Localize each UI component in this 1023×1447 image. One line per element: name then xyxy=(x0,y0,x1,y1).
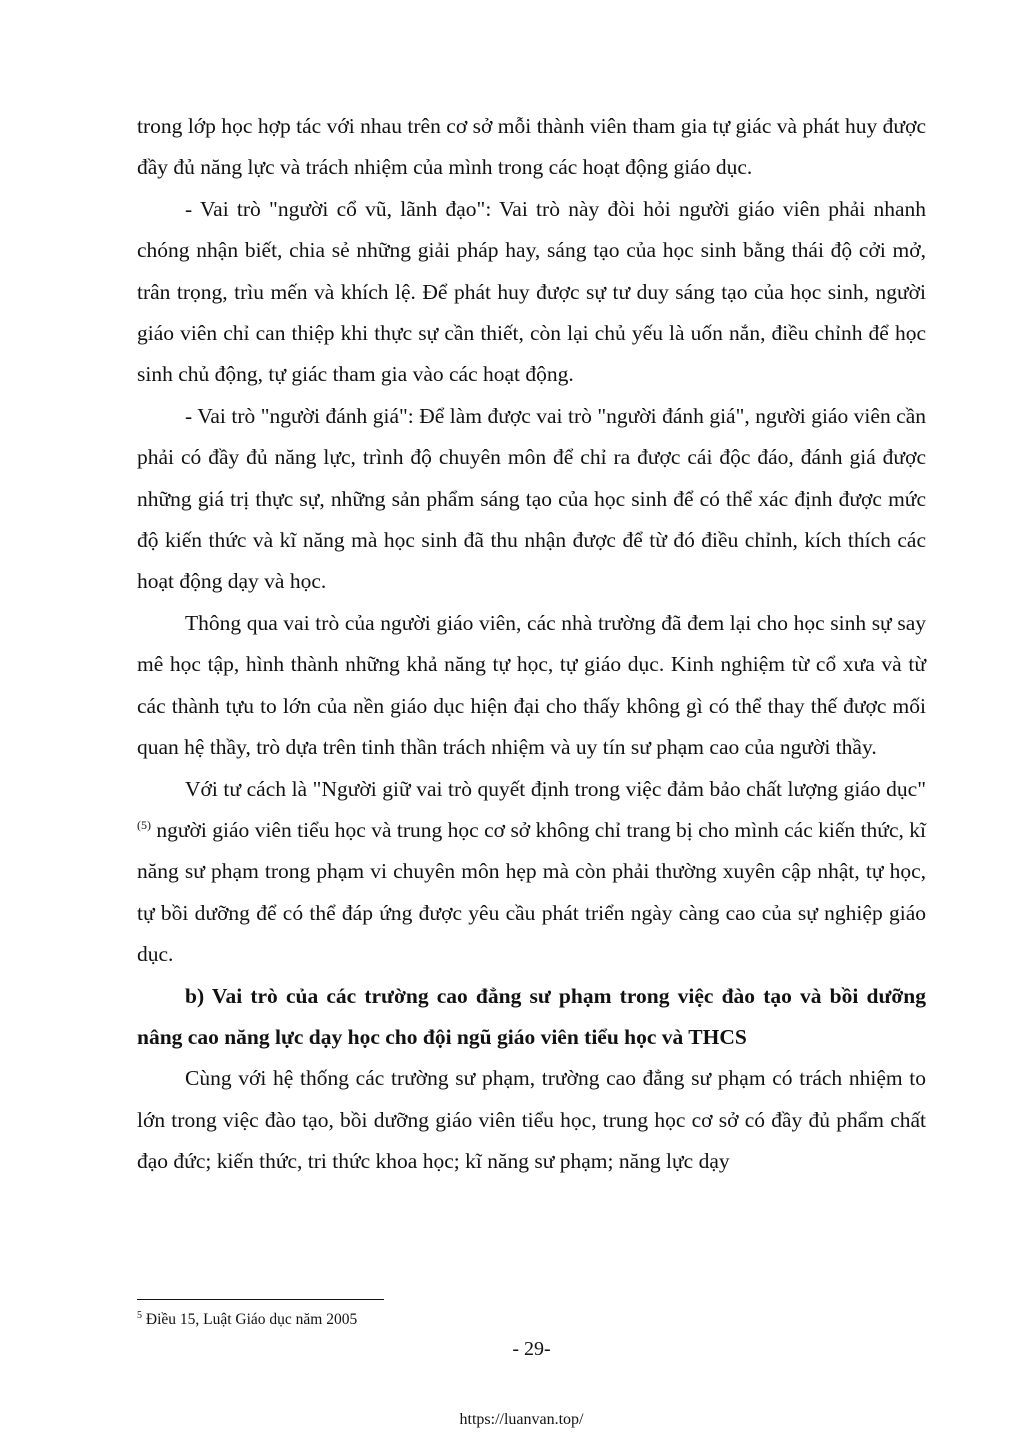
paragraph-6: Cùng với hệ thống các trường sư phạm, trường cao đẳng sư phạm có trách nhiệm to lớn trong việc đào tạo, bồi dưỡng giáo viên tiểu học, trung học cơ sở có đầy đủ phẩm chất đạo đức; kiến thức, tri thức khoa học; kĩ năng sư phạm; năng lực dạy xyxy=(137,1066,926,1174)
document-body xyxy=(137,106,926,1183)
page-number: - 29- xyxy=(512,1338,551,1360)
section-heading-b: b) Vai trò của các trường cao đẳng sư phạm trong việc đào tạo và bồi dưỡng nâng cao năng lực dạy học cho đội ngũ giáo viên tiểu học và THCS xyxy=(137,983,926,1049)
footnote xyxy=(137,1310,357,1330)
source-url[interactable]: https://luanvan.top/ xyxy=(459,1411,584,1428)
footnote-separator xyxy=(137,1299,384,1300)
paragraph-1: trong lớp học hợp tác với nhau trên cơ sở mỗi thành viên tham gia tự giác và phát huy được đầy đủ năng lực và trách nhiệm của mình trong các hoạt động giáo dục. xyxy=(137,114,926,180)
paragraph-2: - Vai trò "người cổ vũ, lãnh đạo": Vai trò này đòi hỏi người giáo viên phải nhanh chóng nhận biết, chia sẻ những giải pháp hay, sáng tạo của học sinh bằng thái độ cởi mở, trân trọng, trìu mến và khích lệ. Để phát huy được sự tư duy sáng tạo của học sinh, người giáo viên chỉ can thiệp khi thực sự cần thiết, còn lại chủ yếu là uốn nắn, điều chỉnh để học sinh chủ động, tự giác tham gia vào các hoạt động. xyxy=(137,196,926,387)
paragraph-3: - Vai trò "người đánh giá": Để làm được vai trò "người đánh giá", người giáo viên cần phải có đầy đủ năng lực, trình độ chuyên môn để chỉ ra được cái độc đáo, đánh giá được những giá trị thực sự, những sản phẩm sáng tạo của học sinh để có thể xác định được mức độ kiến thức và kĩ năng mà học sinh đã thu nhận được để từ đó điều chỉnh, kích thích các hoạt động dạy và học. xyxy=(137,403,926,594)
paragraph-5 xyxy=(137,769,926,976)
paragraph-5-text-start: Với tư cách là "Người giữ vai trò quyết định trong việc đảm bảo chất lượng giáo dục" xyxy=(185,776,926,801)
footnote-marker: 5 xyxy=(137,1309,142,1321)
footnote-text: Điều 15, Luật Giáo dục năm 2005 xyxy=(142,1311,358,1328)
paragraph-5-text-end: người giáo viên tiểu học và trung học cơ sở không chỉ trang bị cho mình các kiến thức, kĩ năng sư phạm trong phạm vi chuyên môn hẹp mà còn phải thường xuyên cập nhật, tự học, tự bồi dưỡng để có thể đáp ứng được yêu cầu phát triển ngày càng cao của sự nghiệp giáo dục. xyxy=(137,817,926,967)
paragraph-4: Thông qua vai trò của người giáo viên, các nhà trường đã đem lại cho học sinh sự say mê học tập, hình thành những khả năng tự học, tự giáo dục. Kinh nghiệm từ cổ xưa và từ các thành tựu to lớn của nền giáo dục hiện đại cho thấy không gì có thể thay thế được mối quan hệ thầy, trò dựa trên tinh thần trách nhiệm và uy tín sư phạm cao của người thầy. xyxy=(137,610,926,760)
footnote-reference: (5) xyxy=(137,817,151,832)
